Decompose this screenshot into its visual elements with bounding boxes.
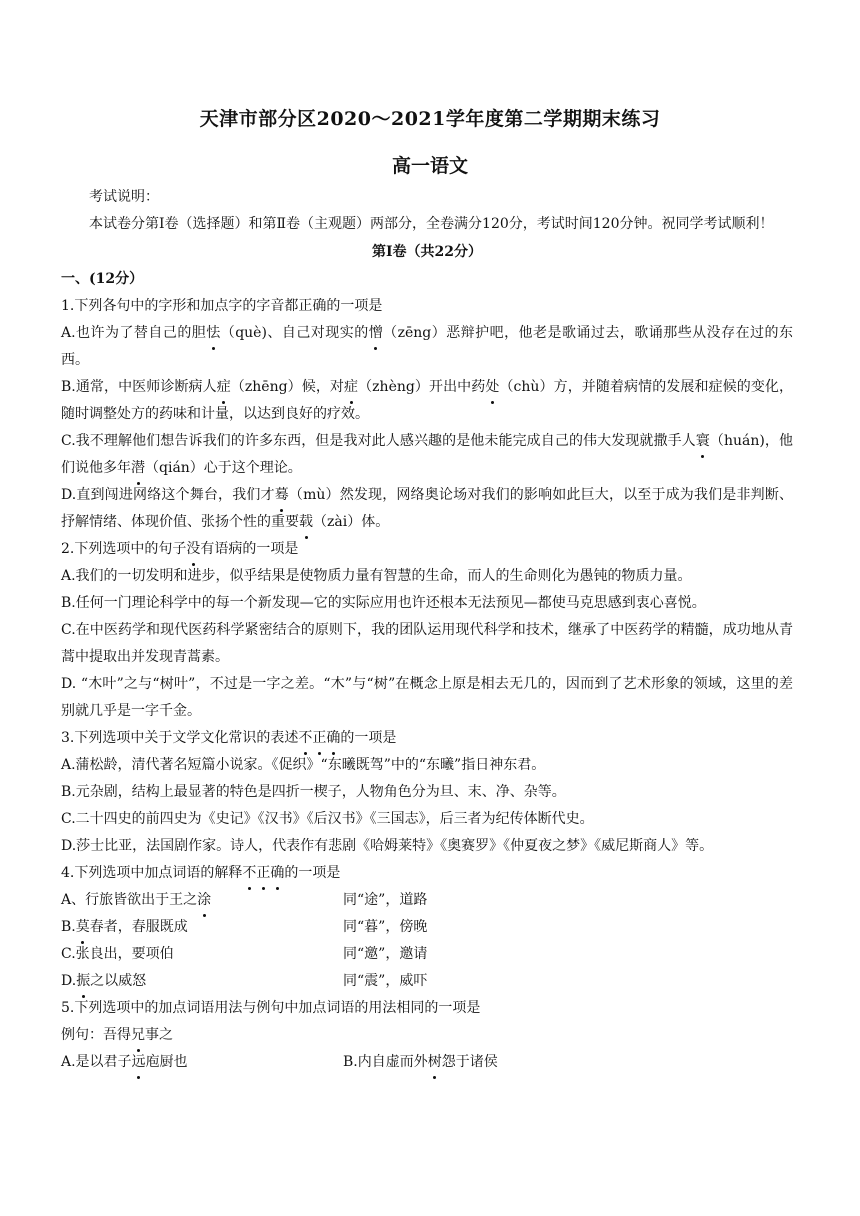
instructions-label: 考试说明：: [89, 189, 159, 205]
dotted-char: 不: [298, 725, 312, 752]
question-5-options-row: [61, 1049, 793, 1076]
dotted-char: 怯: [206, 320, 220, 347]
question-4-option-d: D.振之以威怒 同“震”，威吓: [61, 968, 793, 995]
question-3-option-c: C.二十四史的前四史为《史记》《汉书》《后汉书》《三国志》，后三者为纪传体断代史。: [61, 811, 594, 827]
question-1-option-b: B.通常，中医师诊断病人症（zhēng）候，对症（zhèng）开出中药处（chù）方，并随着病情的发展和症候的变化，随时调整处方的药味和计量，以达到良好的疗效。: [61, 374, 793, 428]
dotted-char: 潜: [131, 455, 145, 482]
question-3-option-a: A.蒲松龄，清代著名短篇小说家。《促织》“东曦既驾”中的“东曦”指日神东君。: [61, 757, 546, 773]
question-2-stem: 2.下列选项中的句子没有语病的一项是: [61, 536, 793, 563]
dotted-char: 憎: [369, 320, 383, 347]
question-4-stem: 4.下列选项中加点词语的解释不正确的一项是: [61, 860, 793, 887]
question-5-example: 例句：吾得兄事之: [61, 1022, 793, 1049]
exam-body: [61, 184, 793, 1076]
question-5-stem: 5.下列选项中的加点词语用法与例句中加点词语的用法相同的一项是: [61, 1000, 481, 1016]
question-1-stem: 1.下列各句中的字形和加点字的字音都正确的一项是: [61, 298, 383, 314]
dotted-char: 症: [344, 374, 358, 401]
question-3-option-d: D.莎士比亚，法国剧作家。诗人，代表作有悲剧《哈姆莱特》《奥赛罗》《仲夏夜之梦》《威尼斯商人》等。: [61, 838, 714, 854]
question-2-option-d: D. “木叶”之与“树叶”，不过是一字之差。“木”与“树”在概念上原是相去无几的，因而到了艺术形象的领域，这里的差别就几乎是一字千金。: [61, 676, 793, 719]
dotted-char: 兄: [131, 1022, 145, 1049]
instructions-text: 本试卷分第Ⅰ卷（选择题）和第Ⅱ卷（主观题）两部分，全卷满分120分，考试时间120分钟。祝同学考试顺利！: [89, 216, 774, 232]
question-2-option-c: C.在中医药学和现代医药科学紧密结合的原则下，我的团队运用现代科学和技术，继承了中医药学的精髓，成功地从青蒿中提取出并发现青蒿素。: [61, 622, 793, 665]
dotted-char: 振: [76, 968, 90, 995]
dotted-char: 确: [326, 725, 340, 752]
question-4-option-b: B.莫春者，春服既成 同“暮”，傍晚: [61, 914, 793, 941]
dotted-char: 寰: [696, 428, 710, 455]
question-1-option-c: C.我不理解他们想告诉我们的许多东西，但是我对此人感兴趣的是他未能完成自己的伟大发现就撒手人寰（huán)，他们说他多年潜（qián）心于这个理论。: [61, 428, 793, 482]
question-4-option-c: C.张良出，要项伯 同“邀”，邀请: [61, 946, 428, 962]
dotted-char: 症: [217, 374, 231, 401]
dotted-char: 正: [256, 860, 270, 887]
question-1-option-a: A.也许为了替自己的胆怯（què)、自己对现实的憎（zēng）恶辩护吧，他老是歌诵过去，歌诵那些从没存在过的东西。: [61, 320, 793, 374]
question-5-option-b: B.内自虚而外树怨于诸侯: [343, 1049, 793, 1076]
dotted-char: 蓦: [275, 482, 289, 509]
question-4-option-a: A、行旅皆欲出于王之涂 同“途”，道路: [61, 887, 793, 914]
section-title: 第Ⅰ卷（共22分）: [371, 244, 483, 260]
dotted-char: 处: [485, 374, 499, 401]
dotted-char: 正: [312, 725, 326, 752]
dotted-char: 确: [270, 860, 284, 887]
dotted-char: 远: [132, 1049, 146, 1076]
page-title: 天津市部分区2020～2021学年度第二学期期末练习: [199, 108, 661, 130]
dotted-char: 莫: [76, 914, 90, 941]
dotted-char: 载: [299, 509, 313, 536]
question-3-option-b: B.元杂剧，结构上最显著的特色是四折一楔子，人物角色分为旦、末、净、杂等。: [61, 784, 566, 800]
question-5-option-a: A.是以君子远庖厨也: [61, 1049, 343, 1076]
question-3-stem: 3.下列选项中关于文学文化常识的表述不正确的一项是: [61, 725, 793, 752]
subject-title: 高一语文: [391, 155, 468, 177]
dotted-char: 不: [242, 860, 256, 887]
dotted-char: 没: [186, 536, 200, 563]
question-1-option-d: D.直到闯进网络这个舞台，我们才蓦（mù）然发现，网络奥论场对我们的影响如此巨大，以至于成为我们是非判断、抒解情绪、体现价值、张扬个性的重要载（zài）体。: [61, 482, 793, 536]
part-heading: 一、(12分）: [61, 271, 144, 287]
dotted-char: 涂: [197, 887, 211, 914]
question-2-option-b: B.任何一门理论科学中的每一个新发现—它的实际应用也许还根本无法预见—都使马克思感到衷心喜悦。: [61, 595, 706, 611]
dotted-char: 树: [428, 1049, 442, 1076]
question-2-option-a: A.我们的一切发明和进步，似乎结果是使物质力量有智慧的生命，而人的生命则化为愚钝的物质力量。: [61, 568, 692, 584]
